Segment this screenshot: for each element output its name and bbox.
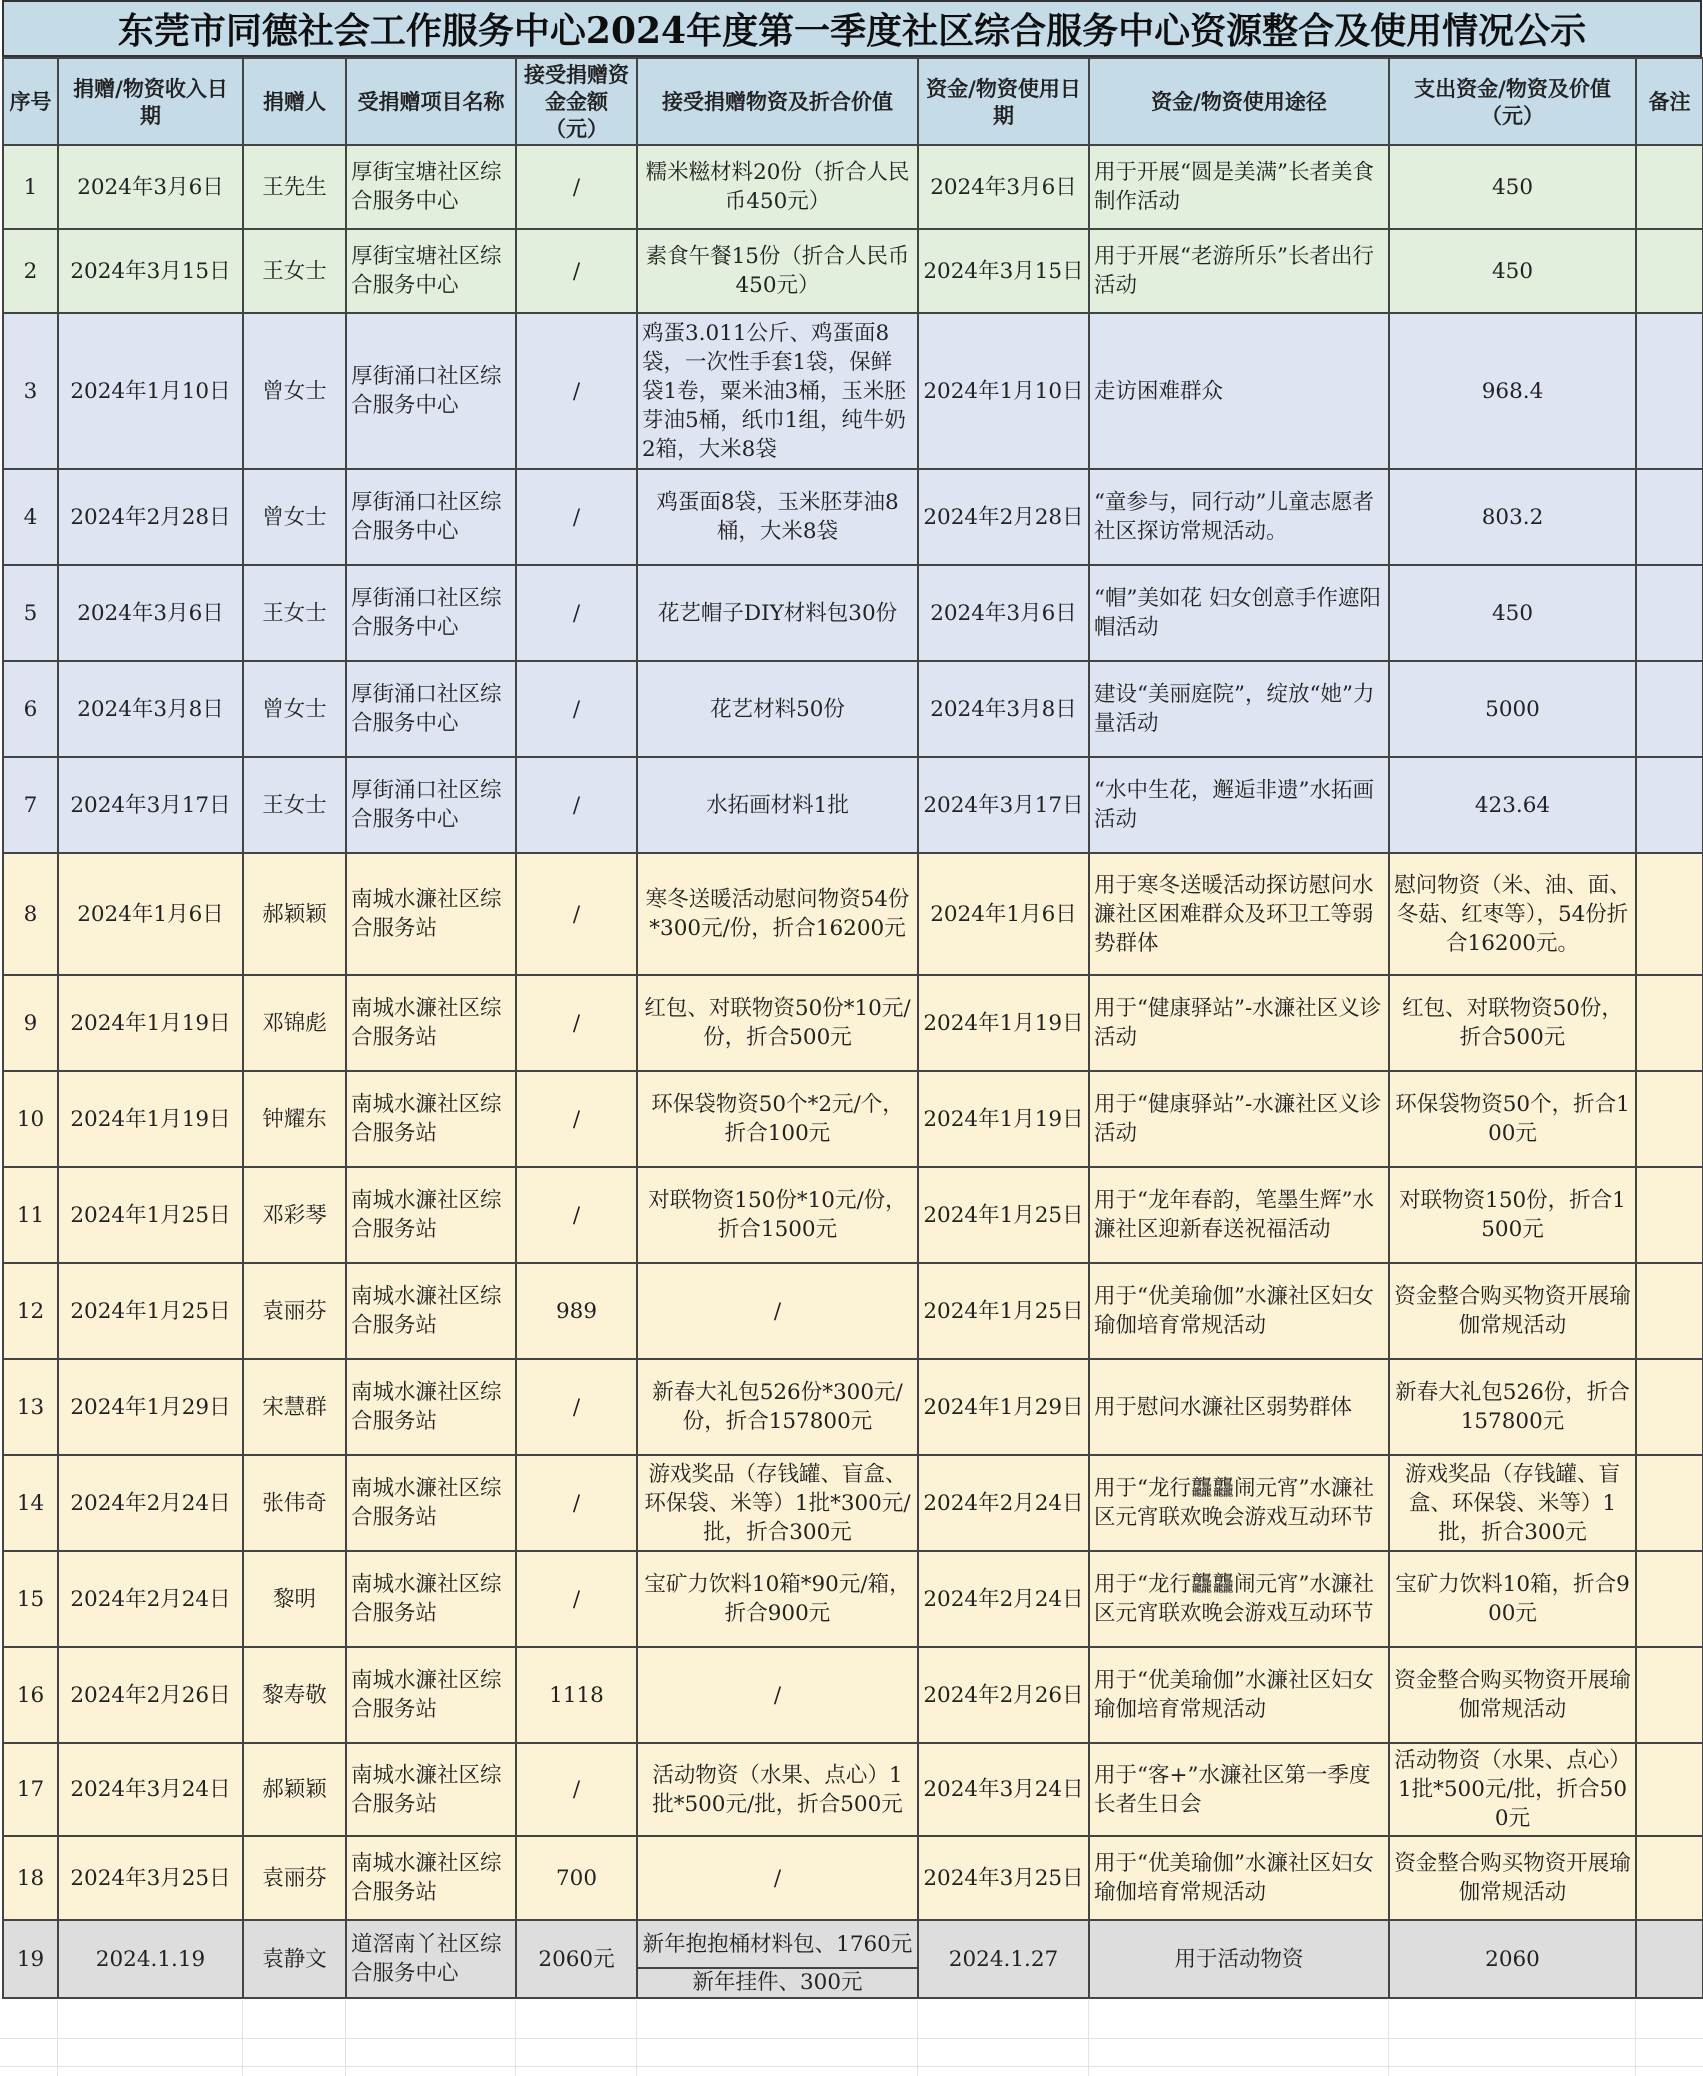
usage-date: 2024年3月6日 <box>918 145 1089 229</box>
spending-value: 活动物资（水果、点心）1批*500元/批，折合500元 <box>1389 1743 1636 1836</box>
donor-name: 曾女士 <box>243 661 346 757</box>
remarks <box>1636 565 1703 661</box>
row-number: 1 <box>3 145 58 229</box>
donation-amount: / <box>516 975 637 1071</box>
table-row <box>3 975 1703 1071</box>
header-cell: 备注 <box>1636 58 1703 145</box>
remarks <box>1636 1743 1703 1836</box>
empty-grid-line <box>1388 2000 1389 2076</box>
table-row <box>3 229 1703 313</box>
donated-goods: / <box>637 1263 918 1359</box>
usage-purpose: 用于“客+”水濂社区第一季度长者生日会 <box>1089 1743 1389 1836</box>
donation-amount: / <box>516 1359 637 1455</box>
usage-purpose: “童参与，同行动”儿童志愿者社区探访常规活动。 <box>1089 469 1389 565</box>
spending-value: 资金整合购买物资开展瑜伽常规活动 <box>1389 1263 1636 1359</box>
donated-goods: 红包、对联物资50份*10元/份，折合500元 <box>637 975 918 1071</box>
donated-goods: 花艺帽子DIY材料包30份 <box>637 565 918 661</box>
table-row <box>3 1920 1703 1968</box>
resource-table <box>2 57 1703 1999</box>
spending-value: 5000 <box>1389 661 1636 757</box>
spending-value: 450 <box>1389 145 1636 229</box>
row-number: 13 <box>3 1359 58 1455</box>
project-name: 南城水濂社区综合服务站 <box>346 1836 516 1920</box>
donor-name: 郝颖颖 <box>243 853 346 975</box>
donation-date: 2024年3月6日 <box>58 145 243 229</box>
project-name: 南城水濂社区综合服务站 <box>346 1551 516 1647</box>
donor-name: 曾女士 <box>243 469 346 565</box>
remarks <box>1636 1071 1703 1167</box>
table-row <box>3 1167 1703 1263</box>
usage-purpose: 用于“优美瑜伽”水濂社区妇女瑜伽培育常规活动 <box>1089 1836 1389 1920</box>
header-cell: 支出资金/物资及价值（元） <box>1389 58 1636 145</box>
remarks <box>1636 229 1703 313</box>
usage-purpose: 用于慰问水濂社区弱势群体 <box>1089 1359 1389 1455</box>
donation-date: 2024年1月10日 <box>58 313 243 469</box>
header-cell: 序号 <box>3 58 58 145</box>
remarks <box>1636 469 1703 565</box>
usage-date: 2024年3月6日 <box>918 565 1089 661</box>
donation-amount: 700 <box>516 1836 637 1920</box>
usage-date: 2024年1月25日 <box>918 1263 1089 1359</box>
project-name: 南城水濂社区综合服务站 <box>346 1455 516 1551</box>
donated-goods: 鸡蛋3.011公斤、鸡蛋面8袋，一次性手套1袋，保鲜袋1卷，粟米油3桶，玉米胚芽油5桶，纸巾1组，纯牛奶2箱，大米8袋 <box>637 313 918 469</box>
row-number: 6 <box>3 661 58 757</box>
donation-amount: / <box>516 661 637 757</box>
project-name: 厚街涌口社区综合服务中心 <box>346 565 516 661</box>
donation-amount: / <box>516 1455 637 1551</box>
donation-date: 2024年3月8日 <box>58 661 243 757</box>
donation-amount: / <box>516 565 637 661</box>
donation-amount: 989 <box>516 1263 637 1359</box>
usage-purpose: 用于活动物资 <box>1089 1920 1389 1998</box>
donated-goods: 对联物资150份*10元/份，折合1500元 <box>637 1167 918 1263</box>
empty-grid-line <box>0 2066 1703 2067</box>
usage-date: 2024年2月28日 <box>918 469 1089 565</box>
donation-amount: / <box>516 469 637 565</box>
project-name: 南城水濂社区综合服务站 <box>346 1359 516 1455</box>
remarks <box>1636 1551 1703 1647</box>
usage-date: 2024年3月15日 <box>918 229 1089 313</box>
table-row <box>3 661 1703 757</box>
donor-name: 郝颖颖 <box>243 1743 346 1836</box>
donor-name: 钟耀东 <box>243 1071 346 1167</box>
project-name: 道滘南丫社区综合服务中心 <box>346 1920 516 1998</box>
project-name: 南城水濂社区综合服务站 <box>346 975 516 1071</box>
spending-value: 对联物资150份，折合1500元 <box>1389 1167 1636 1263</box>
usage-purpose: 用于开展“圆是美满”长者美食制作活动 <box>1089 145 1389 229</box>
remarks <box>1636 1359 1703 1455</box>
spending-value: 423.64 <box>1389 757 1636 853</box>
table-row <box>3 1071 1703 1167</box>
table-row <box>3 1455 1703 1551</box>
donated-goods: 水拓画材料1批 <box>637 757 918 853</box>
row-number: 5 <box>3 565 58 661</box>
header-cell: 捐赠人 <box>243 58 346 145</box>
project-name: 厚街宝塘社区综合服务中心 <box>346 145 516 229</box>
header-cell: 资金/物资使用途径 <box>1089 58 1389 145</box>
donation-amount: / <box>516 313 637 469</box>
donor-name: 邓彩琴 <box>243 1167 346 1263</box>
donation-date: 2024.1.19 <box>58 1920 243 1998</box>
donation-date: 2024年2月24日 <box>58 1551 243 1647</box>
usage-purpose: 用于寒冬送暖活动探访慰问水濂社区困难群众及环卫工等弱势群体 <box>1089 853 1389 975</box>
usage-purpose: 用于“健康驿站”-水濂社区义诊活动 <box>1089 1071 1389 1167</box>
donated-goods: / <box>637 1836 918 1920</box>
usage-purpose: 用于“龙行龘龘闹元宵”水濂社区元宵联欢晚会游戏互动环节 <box>1089 1551 1389 1647</box>
header-cell: 接受捐赠资金金额（元） <box>516 58 637 145</box>
donor-name: 曾女士 <box>243 313 346 469</box>
usage-date: 2024年2月24日 <box>918 1551 1089 1647</box>
donor-name: 袁静文 <box>243 1920 346 1998</box>
donation-date: 2024年3月15日 <box>58 229 243 313</box>
usage-purpose: 走访困难群众 <box>1089 313 1389 469</box>
spending-value: 2060 <box>1389 1920 1636 1998</box>
table-row <box>3 1647 1703 1743</box>
empty-grid-line <box>515 2000 516 2076</box>
usage-date: 2024年1月6日 <box>918 853 1089 975</box>
donation-amount: / <box>516 757 637 853</box>
row-number: 2 <box>3 229 58 313</box>
donation-amount: / <box>516 145 637 229</box>
spending-value: 资金整合购买物资开展瑜伽常规活动 <box>1389 1647 1636 1743</box>
row-number: 3 <box>3 313 58 469</box>
empty-grid-line <box>0 2038 1703 2039</box>
remarks <box>1636 1920 1703 1998</box>
spending-value: 资金整合购买物资开展瑜伽常规活动 <box>1389 1836 1636 1920</box>
project-name: 厚街涌口社区综合服务中心 <box>346 313 516 469</box>
spending-value: 环保袋物资50个，折合100元 <box>1389 1071 1636 1167</box>
donor-name: 王先生 <box>243 145 346 229</box>
usage-date: 2024年3月8日 <box>918 661 1089 757</box>
remarks <box>1636 1263 1703 1359</box>
usage-purpose: 用于“优美瑜伽”水濂社区妇女瑜伽培育常规活动 <box>1089 1647 1389 1743</box>
row-number: 11 <box>3 1167 58 1263</box>
project-name: 厚街涌口社区综合服务中心 <box>346 469 516 565</box>
donor-name: 邓锦彪 <box>243 975 346 1071</box>
donated-goods: 素食午餐15份（折合人民币450元） <box>637 229 918 313</box>
table-row <box>3 1743 1703 1836</box>
table-row <box>3 1263 1703 1359</box>
usage-purpose: “水中生花，邂逅非遗”水拓画活动 <box>1089 757 1389 853</box>
donor-name: 黎明 <box>243 1551 346 1647</box>
spending-value: 红包、对联物资50份，折合500元 <box>1389 975 1636 1071</box>
row-number: 16 <box>3 1647 58 1743</box>
project-name: 厚街涌口社区综合服务中心 <box>346 661 516 757</box>
spending-value: 450 <box>1389 565 1636 661</box>
donated-goods: 寒冬送暖活动慰问物资54份*300元/份，折合16200元 <box>637 853 918 975</box>
usage-purpose: 建设“美丽庭院”，绽放“她”力量活动 <box>1089 661 1389 757</box>
spending-value: 游戏奖品（存钱罐、盲盒、环保袋、米等）1批，折合300元 <box>1389 1455 1636 1551</box>
project-name: 南城水濂社区综合服务站 <box>346 1743 516 1836</box>
remarks <box>1636 1647 1703 1743</box>
spending-value: 慰问物资（米、油、面、冬菇、红枣等），54份折合16200元。 <box>1389 853 1636 975</box>
usage-date: 2024年1月29日 <box>918 1359 1089 1455</box>
empty-grid-line <box>1088 2000 1089 2076</box>
donation-date: 2024年1月19日 <box>58 975 243 1071</box>
usage-purpose: 用于“龙行龘龘闹元宵”水濂社区元宵联欢晚会游戏互动环节 <box>1089 1455 1389 1551</box>
remarks <box>1636 1167 1703 1263</box>
spending-value: 新春大礼包526份，折合157800元 <box>1389 1359 1636 1455</box>
donor-name: 王女士 <box>243 229 346 313</box>
row-number: 7 <box>3 757 58 853</box>
donation-date: 2024年2月28日 <box>58 469 243 565</box>
usage-purpose: “帽”美如花 妇女创意手作遮阳帽活动 <box>1089 565 1389 661</box>
donation-amount: / <box>516 853 637 975</box>
header-cell: 受捐赠项目名称 <box>346 58 516 145</box>
usage-date: 2024年2月26日 <box>918 1647 1089 1743</box>
donation-date: 2024年2月26日 <box>58 1647 243 1743</box>
spending-value: 803.2 <box>1389 469 1636 565</box>
empty-grid-line <box>917 2000 918 2076</box>
usage-date: 2024年3月24日 <box>918 1743 1089 1836</box>
header-row <box>3 58 1703 145</box>
project-name: 厚街宝塘社区综合服务中心 <box>346 229 516 313</box>
empty-grid-line <box>242 2000 243 2076</box>
project-name: 南城水濂社区综合服务站 <box>346 1647 516 1743</box>
header-cell: 接受捐赠物资及折合价值 <box>637 58 918 145</box>
row-number: 8 <box>3 853 58 975</box>
donation-date: 2024年1月19日 <box>58 1071 243 1167</box>
donation-date: 2024年1月25日 <box>58 1263 243 1359</box>
spending-value: 968.4 <box>1389 313 1636 469</box>
row-number: 12 <box>3 1263 58 1359</box>
donation-date: 2024年1月25日 <box>58 1167 243 1263</box>
donation-date: 2024年1月6日 <box>58 853 243 975</box>
usage-date: 2024年1月19日 <box>918 1071 1089 1167</box>
donated-goods: 糯米糍材料20份（折合人民币450元） <box>637 145 918 229</box>
table-row <box>3 565 1703 661</box>
usage-date: 2024年3月25日 <box>918 1836 1089 1920</box>
usage-date: 2024年1月25日 <box>918 1167 1089 1263</box>
row-number: 9 <box>3 975 58 1071</box>
row-number: 18 <box>3 1836 58 1920</box>
donor-name: 张伟奇 <box>243 1455 346 1551</box>
donation-amount: 1118 <box>516 1647 637 1743</box>
donated-goods: 活动物资（水果、点心）1批*500元/批，折合500元 <box>637 1743 918 1836</box>
empty-grid-line <box>57 2000 58 2076</box>
donation-date: 2024年3月24日 <box>58 1743 243 1836</box>
donor-name: 宋慧群 <box>243 1359 346 1455</box>
donated-goods: 新年挂件、300元 <box>637 1968 918 1998</box>
donation-amount: 2060元 <box>516 1920 637 1998</box>
spending-value: 450 <box>1389 229 1636 313</box>
empty-grid-line <box>636 2000 637 2076</box>
project-name: 南城水濂社区综合服务站 <box>346 1167 516 1263</box>
donation-date: 2024年3月6日 <box>58 565 243 661</box>
table-row <box>3 757 1703 853</box>
table-row <box>3 1551 1703 1647</box>
row-number: 10 <box>3 1071 58 1167</box>
donated-goods: 花艺材料50份 <box>637 661 918 757</box>
row-number: 17 <box>3 1743 58 1836</box>
empty-grid-line <box>345 2000 346 2076</box>
remarks <box>1636 975 1703 1071</box>
project-name: 南城水濂社区综合服务站 <box>346 853 516 975</box>
usage-date: 2024年2月24日 <box>918 1455 1089 1551</box>
usage-date: 2024年1月19日 <box>918 975 1089 1071</box>
usage-date: 2024年1月10日 <box>918 313 1089 469</box>
remarks <box>1636 313 1703 469</box>
row-number: 15 <box>3 1551 58 1647</box>
donor-name: 袁丽芬 <box>243 1836 346 1920</box>
donated-goods: / <box>637 1647 918 1743</box>
project-name: 南城水濂社区综合服务站 <box>346 1263 516 1359</box>
donated-goods: 游戏奖品（存钱罐、盲盒、环保袋、米等）1批*300元/批，折合300元 <box>637 1455 918 1551</box>
donor-name: 王女士 <box>243 565 346 661</box>
donation-amount: / <box>516 1071 637 1167</box>
donation-amount: / <box>516 1743 637 1836</box>
donated-goods: 新年抱抱桶材料包、1760元 <box>637 1920 918 1968</box>
page-title: 东莞市同德社会工作服务中心2024年度第一季度社区综合服务中心资源整合及使用情况公示 <box>2 0 1702 57</box>
usage-purpose: 用于开展“老游所乐”长者出行活动 <box>1089 229 1389 313</box>
table-row <box>3 469 1703 565</box>
donation-date: 2024年1月29日 <box>58 1359 243 1455</box>
project-name: 南城水濂社区综合服务站 <box>346 1071 516 1167</box>
remarks <box>1636 145 1703 229</box>
usage-purpose: 用于“龙年春韵，笔墨生辉”水濂社区迎新春送祝福活动 <box>1089 1167 1389 1263</box>
donation-date: 2024年3月17日 <box>58 757 243 853</box>
remarks <box>1636 757 1703 853</box>
table-row <box>3 313 1703 469</box>
donated-goods: 环保袋物资50个*2元/个，折合100元 <box>637 1071 918 1167</box>
usage-date: 2024.1.27 <box>918 1920 1089 1998</box>
row-number: 14 <box>3 1455 58 1551</box>
table-row <box>3 145 1703 229</box>
donation-amount: / <box>516 1551 637 1647</box>
project-name: 厚街涌口社区综合服务中心 <box>346 757 516 853</box>
header-cell: 捐赠/物资收入日期 <box>58 58 243 145</box>
donated-goods: 新春大礼包526份*300元/份，折合157800元 <box>637 1359 918 1455</box>
header-cell: 资金/物资使用日期 <box>918 58 1089 145</box>
donor-name: 袁丽芬 <box>243 1263 346 1359</box>
remarks <box>1636 1836 1703 1920</box>
remarks <box>1636 853 1703 975</box>
remarks <box>1636 661 1703 757</box>
donor-name: 黎寿敬 <box>243 1647 346 1743</box>
table-row <box>3 1359 1703 1455</box>
usage-date: 2024年3月17日 <box>918 757 1089 853</box>
usage-purpose: 用于“健康驿站”-水濂社区义诊活动 <box>1089 975 1389 1071</box>
spending-value: 宝矿力饮料10箱，折合900元 <box>1389 1551 1636 1647</box>
donation-amount: / <box>516 1167 637 1263</box>
empty-grid-line <box>1635 2000 1636 2076</box>
donated-goods: 鸡蛋面8袋，玉米胚芽油8桶，大米8袋 <box>637 469 918 565</box>
donation-date: 2024年2月24日 <box>58 1455 243 1551</box>
remarks <box>1636 1455 1703 1551</box>
donated-goods: 宝矿力饮料10箱*90元/箱，折合900元 <box>637 1551 918 1647</box>
usage-purpose: 用于“优美瑜伽”水濂社区妇女瑜伽培育常规活动 <box>1089 1263 1389 1359</box>
donation-amount: / <box>516 229 637 313</box>
row-number: 4 <box>3 469 58 565</box>
table-row <box>3 853 1703 975</box>
table-row <box>3 1836 1703 1920</box>
donation-date: 2024年3月25日 <box>58 1836 243 1920</box>
donor-name: 王女士 <box>243 757 346 853</box>
row-number: 19 <box>3 1920 58 1998</box>
